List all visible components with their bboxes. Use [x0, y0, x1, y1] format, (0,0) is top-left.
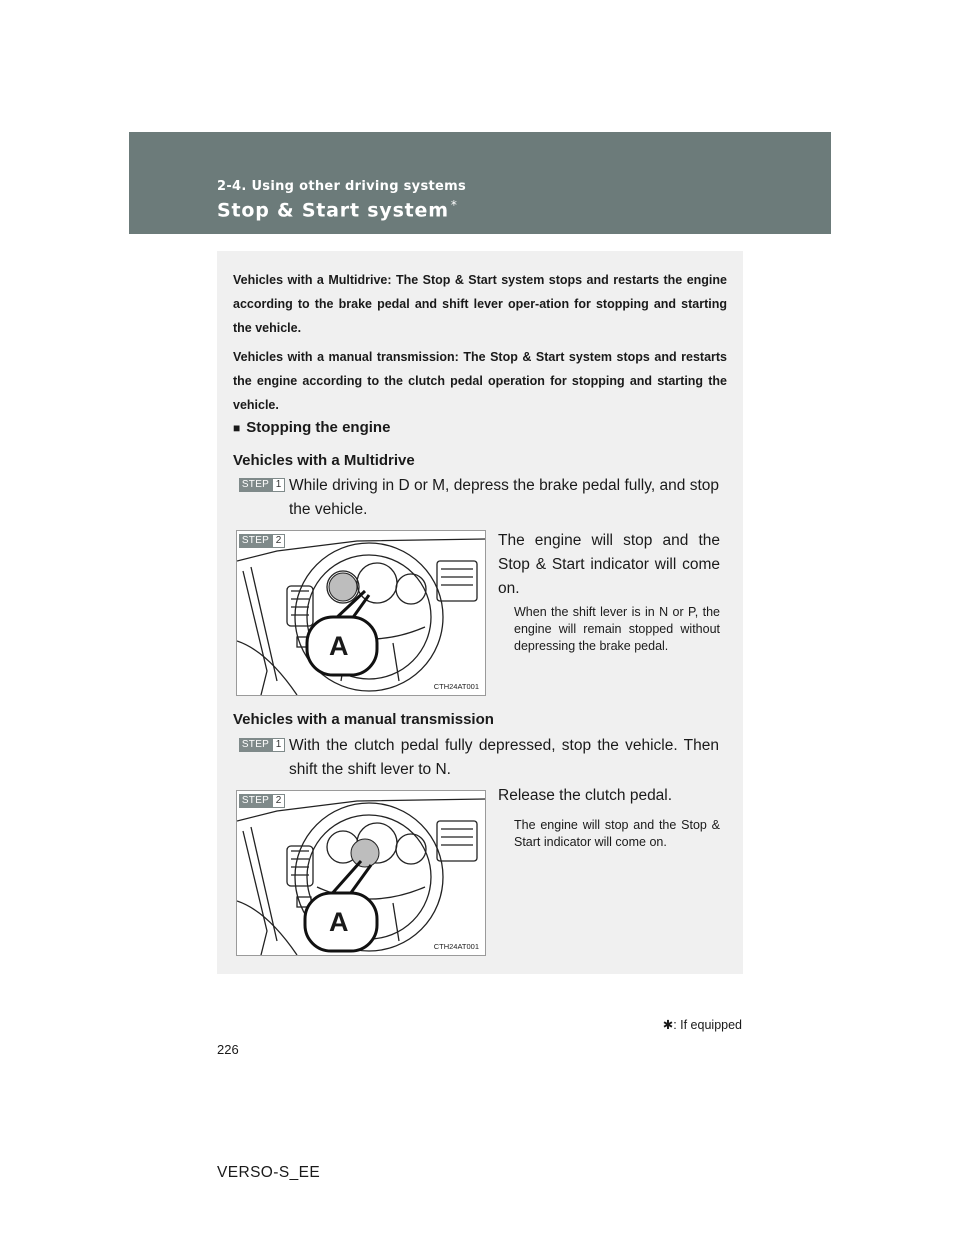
step-badge-label: STEP	[241, 535, 270, 546]
step-badge	[239, 478, 285, 492]
square-bullet-icon: ■	[233, 421, 241, 435]
page-title-text: Stop & Start system	[217, 199, 449, 222]
figure-code: CTH24AT001	[433, 682, 479, 691]
step-badge-number: 2	[272, 534, 285, 548]
step-badge	[239, 534, 285, 548]
step-badge-label: STEP	[241, 739, 270, 750]
page-number: 226	[217, 1042, 239, 1057]
page-title	[217, 198, 458, 221]
footnote-if-equipped: ✱: If equipped	[662, 1018, 742, 1032]
content-panel	[217, 251, 743, 974]
multidrive-heading: Vehicles with a Multidrive	[233, 452, 415, 469]
bullet-heading	[233, 419, 390, 436]
callout-a: A	[329, 631, 349, 661]
manual-step1-text: With the clutch pedal fully depressed, stop the vehicle. Then shift the shift lever to N.	[289, 737, 719, 778]
model-code: VERSO-S_EE	[217, 1164, 321, 1181]
dashboard-figure	[236, 790, 486, 956]
manual-step2-note: The engine will stop and the Stop & Start indicator will come on.	[514, 818, 720, 849]
step-badge-number: 1	[272, 478, 285, 492]
figure-code: CTH24AT001	[433, 942, 479, 951]
manual-step2-text: Release the clutch pedal.	[498, 787, 673, 804]
step-badge	[239, 794, 285, 808]
multidrive-step2-note: When the shift lever is in N or P, the engine will remain stopped without depressing the brake pedal.	[514, 605, 720, 653]
step-badge-label: STEP	[241, 795, 270, 806]
intro-multidrive: Vehicles with a Multidrive: The Stop & Start system stops and restarts the engine according to the brake pedal and shift lever oper-ation for stopping and starting the vehicle.	[233, 273, 727, 335]
step-badge	[239, 738, 285, 752]
multidrive-step2-text: The engine will stop and the Stop & Start indicator will come on.	[498, 532, 720, 597]
dashboard-figure	[236, 530, 486, 696]
multidrive-step1-text: While driving in D or M, depress the brake pedal fully, and stop the vehicle.	[289, 477, 719, 518]
dashboard-illustration	[237, 791, 485, 955]
intro-manual: Vehicles with a manual transmission: The Stop & Start system stops and restarts the engine according to the clutch pedal operation for stopping and starting the vehicle.	[233, 350, 727, 412]
callout-a: A	[329, 907, 349, 937]
section-label: 2-4. Using other driving systems	[217, 179, 466, 194]
if-equipped-mark: *	[450, 198, 458, 212]
step-badge-number: 2	[272, 794, 285, 808]
step-badge-label: STEP	[241, 479, 270, 490]
manual-heading: Vehicles with a manual transmission	[233, 711, 494, 728]
dashboard-illustration	[237, 531, 485, 695]
step-badge-number: 1	[272, 738, 285, 752]
page-header	[129, 132, 831, 234]
bullet-heading-text: Stopping the engine	[246, 419, 391, 436]
